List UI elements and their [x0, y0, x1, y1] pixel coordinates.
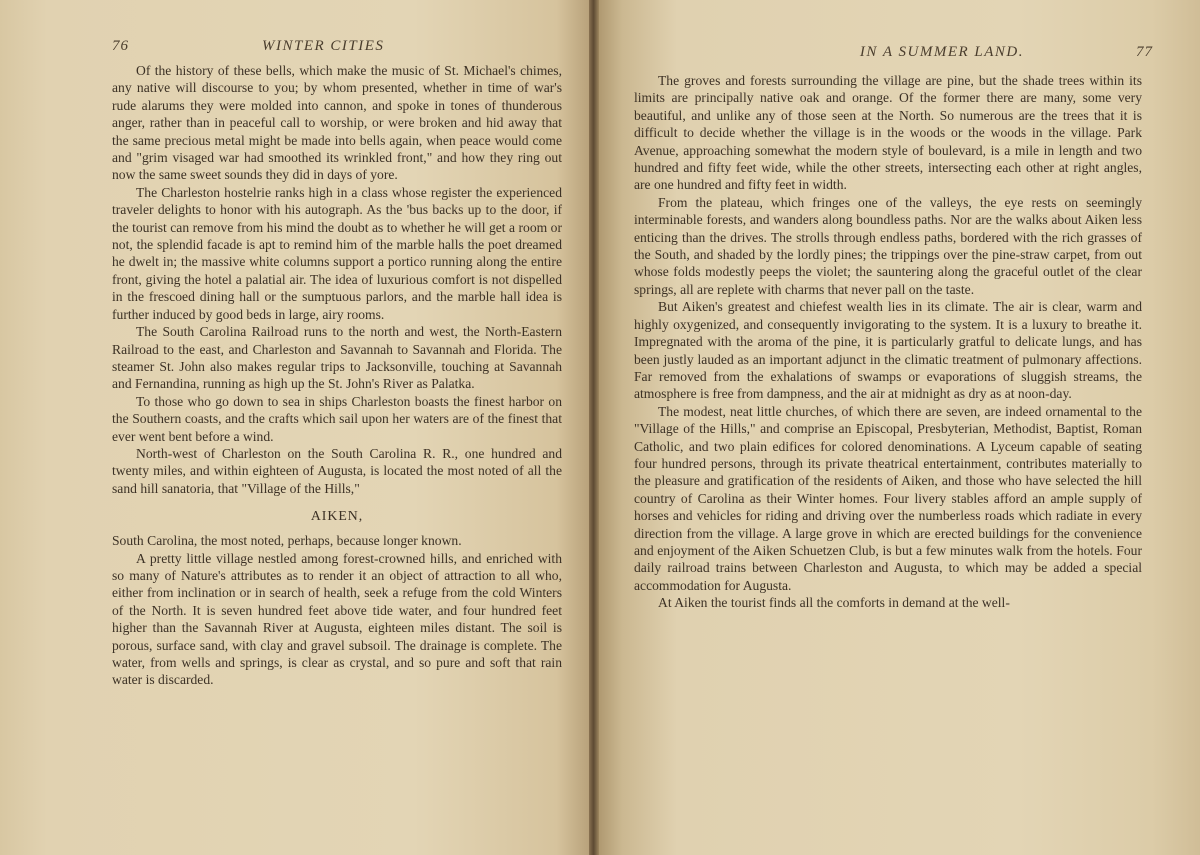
paragraph: South Carolina, the most noted, perhaps, because longer known. [112, 533, 462, 549]
left-running-title: WINTER CITIES [262, 38, 385, 54]
right-page-text [634, 72, 1142, 612]
paragraph: The South Carolina Railroad runs to the north and west, the North-Eastern Railroad to the east, and Charleston and Savannah to Savannah and Florida. The steamer St. John also makes regular trips to Jacksonville, touching at Savannah and Fernandina, running as high up the St. John's River as Palatka. [112, 324, 562, 392]
left-running-head [112, 38, 564, 60]
paragraph: The Charleston hostelrie ranks high in a class whose register the experienced traveler delights to honor with his autograph. As the 'bus backs up to the door, if the tourist can remove from his mind the doubt as to whether he will get a room or not, the splendid facade is apt to remind him of the marble halls the poet dreamed he dwelt in; the massive white columns support a portico running along the entire front, giving the hotel a palatial air. The idea of luxurious comfort is not dispelled in the frescoed dining hall or the sumptuous parlors, and the marble hall idea is further induced by good beds in large, airy rooms. [112, 184, 562, 322]
right-running-head [634, 44, 1170, 66]
paragraph: At Aiken the tourist finds all the comforts in demand at the well- [658, 595, 1010, 611]
right-page-number: 77 [1136, 44, 1153, 60]
paragraph: To those who go down to sea in ships Charleston boasts the finest harbor on the Southern coasts, and the crafts which sail upon her waters are of the finest that ever went bent before a wind. [112, 393, 562, 444]
paragraph: But Aiken's greatest and chiefest wealth lies in its climate. The air is clear, warm and highly oxygenized, and consequently invigorating to the system. It is a luxury to breathe it. Impregnated with the aroma of the pine, it is particularly gratful to delicate lungs, and has been justly lauded as an important adjunct in the climatic treatment of pulmonary affections. Far removed from the exhalations of swamps or evaporations of sluggish streams, the atmosphere is free from dampness, and the air at midnight as dry as at noon-day. [634, 299, 1142, 402]
left-page-number: 76 [112, 38, 129, 54]
book-gutter [589, 0, 599, 855]
right-page [592, 0, 1200, 855]
paragraph: The groves and forests surrounding the village are pine, but the shade trees within its limits are principally native oak and orange. Of the former there are many, some very beautiful, and unlike any of those seen at the North. So numerous are the trees that it is difficult to decide whether the village is in the woods or the woods in the village. Park Avenue, approaching somewhat the modern style of boulevard, is a mile in length and two hundred and fifty feet wide, while the other streets, intersecting each other at right angles, are one hundred and fifty feet in width. [634, 73, 1142, 193]
section-heading: AIKEN, [310, 508, 364, 524]
right-running-title: IN A SUMMER LAND. [859, 44, 1024, 60]
paragraph: From the plateau, which fringes one of the valleys, the eye rests on seemingly interminable forests, and wanders along boundless paths. Nor are the walks about Aiken less enticing than the drives. The strolls through endless paths, bordered with the rich grasses of the South, and shaded by the lordly pines; the trippings over the pine-straw carpet, from out whose folds modestly peeps the violet; the sauntering along the graceful outlet of the clear springs, all are replete with charms that never pall on the taste. [634, 194, 1142, 297]
left-page-text [112, 62, 562, 689]
paragraph: North-west of Charleston on the South Carolina R. R., one hundred and twenty miles, and within eighteen of Augusta, is located the most noted of all the sand hill sanatoria, that "Village of the Hills," [112, 445, 562, 496]
paragraph: Of the history of these bells, which make the music of St. Michael's chimes, any native will discourse to you; by whom presented, whether in time of war's rude alarums they were molded into cannon, and spoke in tones of thunderous anger, rather than in peaceful call to worship, or were broken and hid away that the same precious metal might be made into bells again, when peace would come and "grim visaged war had smoothed its wrinkled front," and how they ring out now the same sweet sounds they did in days of yore. [112, 63, 562, 183]
paragraph: The modest, neat little churches, of which there are seven, are indeed ornamental to the "Village of the Hills," and comprise an Episcopal, Presbyterian, Methodist, Baptist, Roman Catholic, and two plain edifices for colored denominations. A Lyceum capable of seating four hundred persons, through its private theatrical entertainment, contributes materially to the pleasure and gratification of the residents of Aiken, and those who have selected the hill country of Carolina as their Winter homes. Four livery stables afford an ample supply of horses and vehicles for riding and driving over the numberless roads which radiate in every direction from the village. A large grove in which are erected buildings for the convenience and enjoyment of the Aiken Schuetzen Club, is but a few minutes walk from the hotels. Four daily railroad trains between Charleston and Augusta, to which may be added a special accommodation for Augusta. [634, 403, 1142, 593]
left-page [0, 0, 592, 855]
paragraph: A pretty little village nestled among forest-crowned hills, and enriched with so many of Nature's attributes as to render it an object of attraction to all who, either from inclination or in search of health, seek a refuge from the cold Winters of the North. It is seven hundred feet above tide water, and four hundred feet higher than the Savannah River at Augusta, eighteen miles distant. The soil is porous, surface sand, with clay and gravel subsoil. The drainage is complete. The water, from wells and springs, is clear as crystal, and so pure and soft that rain water is discarded. [112, 550, 562, 688]
